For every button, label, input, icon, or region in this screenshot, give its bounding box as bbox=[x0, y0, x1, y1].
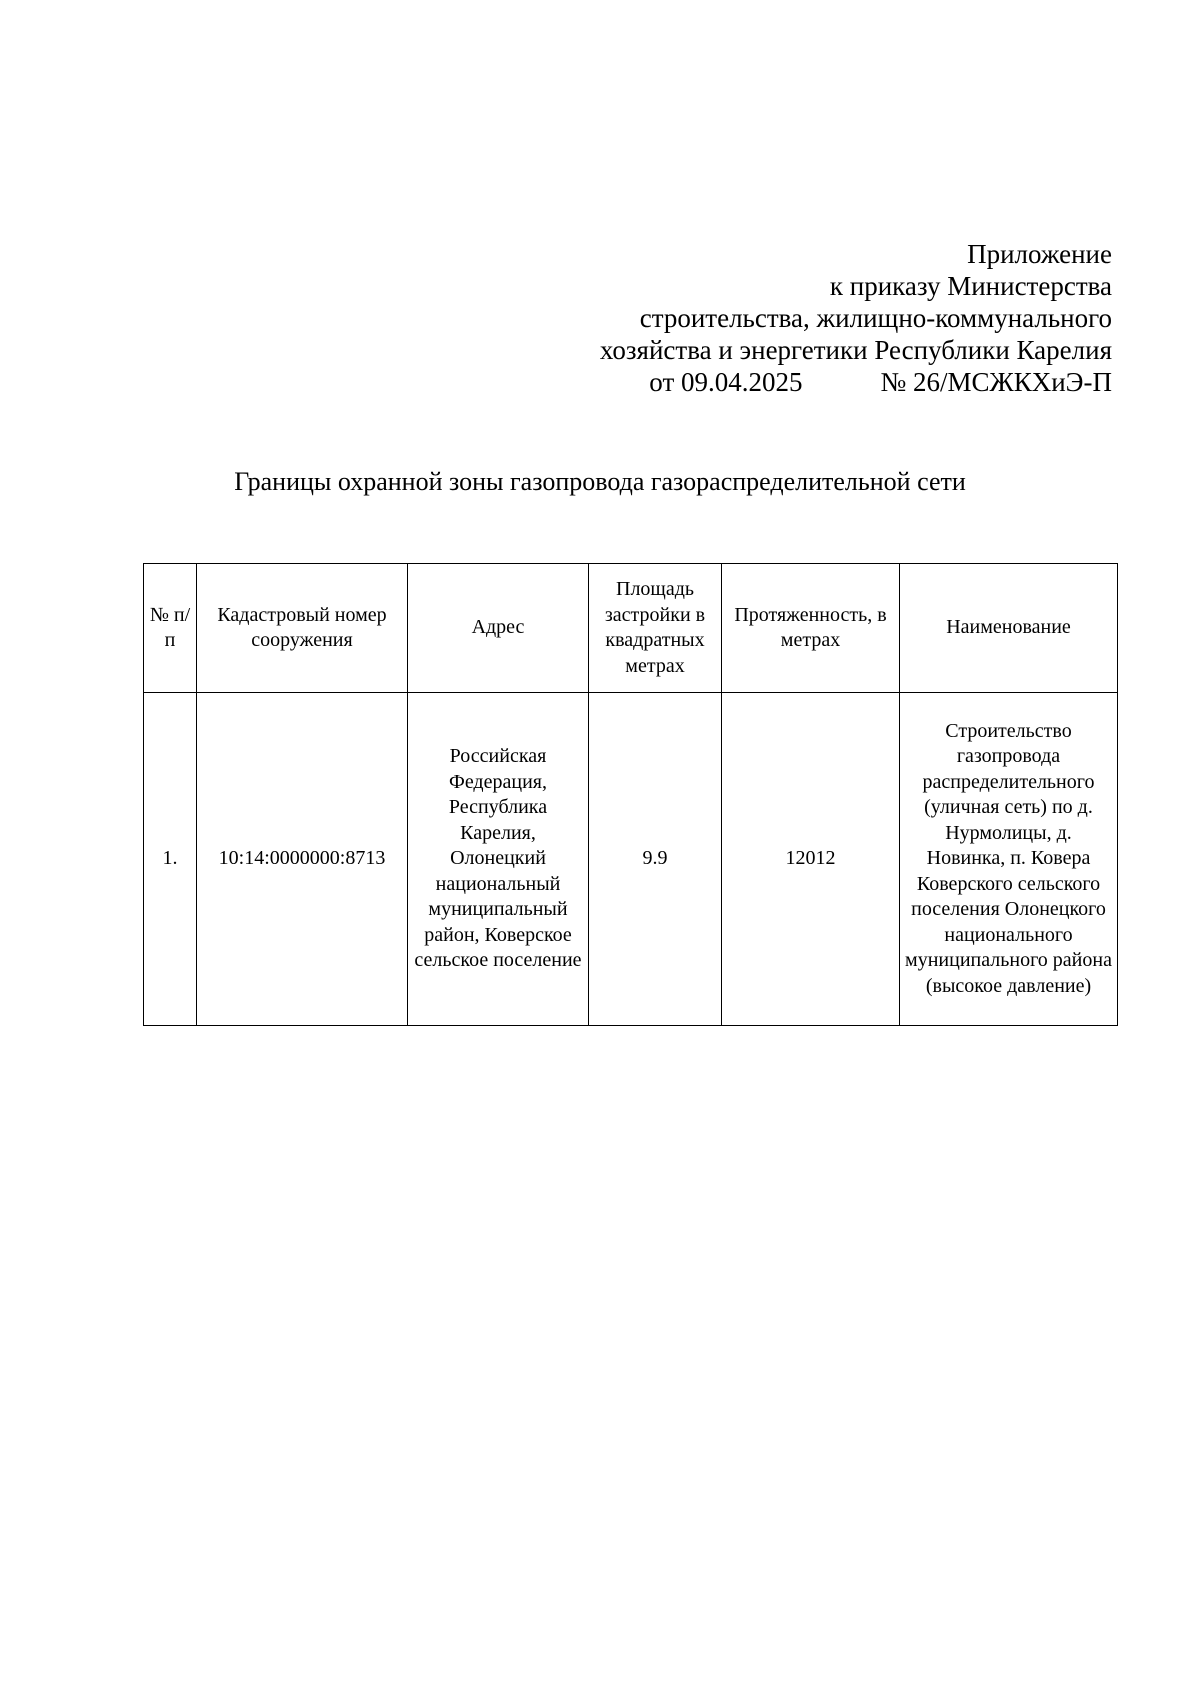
cell-number: 1. bbox=[144, 693, 197, 1026]
order-reference-line-2: строительства, жилищно-коммунального bbox=[639, 303, 1112, 333]
document-title: Границы охранной зоны газопровода газораспределительной сети bbox=[234, 467, 966, 496]
appendix-label: Приложение bbox=[967, 239, 1112, 269]
order-number: № 26/МСЖКХиЭ-П bbox=[880, 367, 1112, 397]
column-header-length: Протяженность, в метрах bbox=[722, 564, 900, 693]
appendix-header bbox=[600, 238, 1112, 398]
cell-length: 12012 bbox=[722, 693, 900, 1026]
order-reference-line-3: хозяйства и энергетики Республики Карелия bbox=[599, 335, 1112, 365]
column-header-name: Наименование bbox=[900, 564, 1118, 693]
column-header-number: № п/п bbox=[144, 564, 197, 693]
order-date: от 09.04.2025 bbox=[649, 367, 803, 397]
cell-area: 9.9 bbox=[589, 693, 722, 1026]
column-header-area: Площадь застройки в квадратных метрах bbox=[589, 564, 722, 693]
column-header-address: Адрес bbox=[408, 564, 589, 693]
column-header-cadastral: Кадастровый номер сооружения bbox=[197, 564, 408, 693]
order-date-number-line bbox=[600, 366, 1112, 398]
table-row bbox=[144, 693, 1118, 1026]
table-header-row bbox=[144, 564, 1118, 693]
order-reference-line-1: к приказу Министерства bbox=[829, 271, 1112, 301]
cell-name: Строительство газопровода распределительного (уличная сеть) по д. Нурмолицы, д. Новинка, п. Ковера Коверского сельского поселения Олонецкого национального муниципального района (высокое давление) bbox=[900, 693, 1118, 1026]
cell-address: Российская Федерация, Республика Карелия, Олонецкий национальный муниципальный район, Коверское сельское поселение bbox=[408, 693, 589, 1026]
protection-zone-table bbox=[143, 563, 1118, 1026]
cell-cadastral: 10:14:0000000:8713 bbox=[197, 693, 408, 1026]
